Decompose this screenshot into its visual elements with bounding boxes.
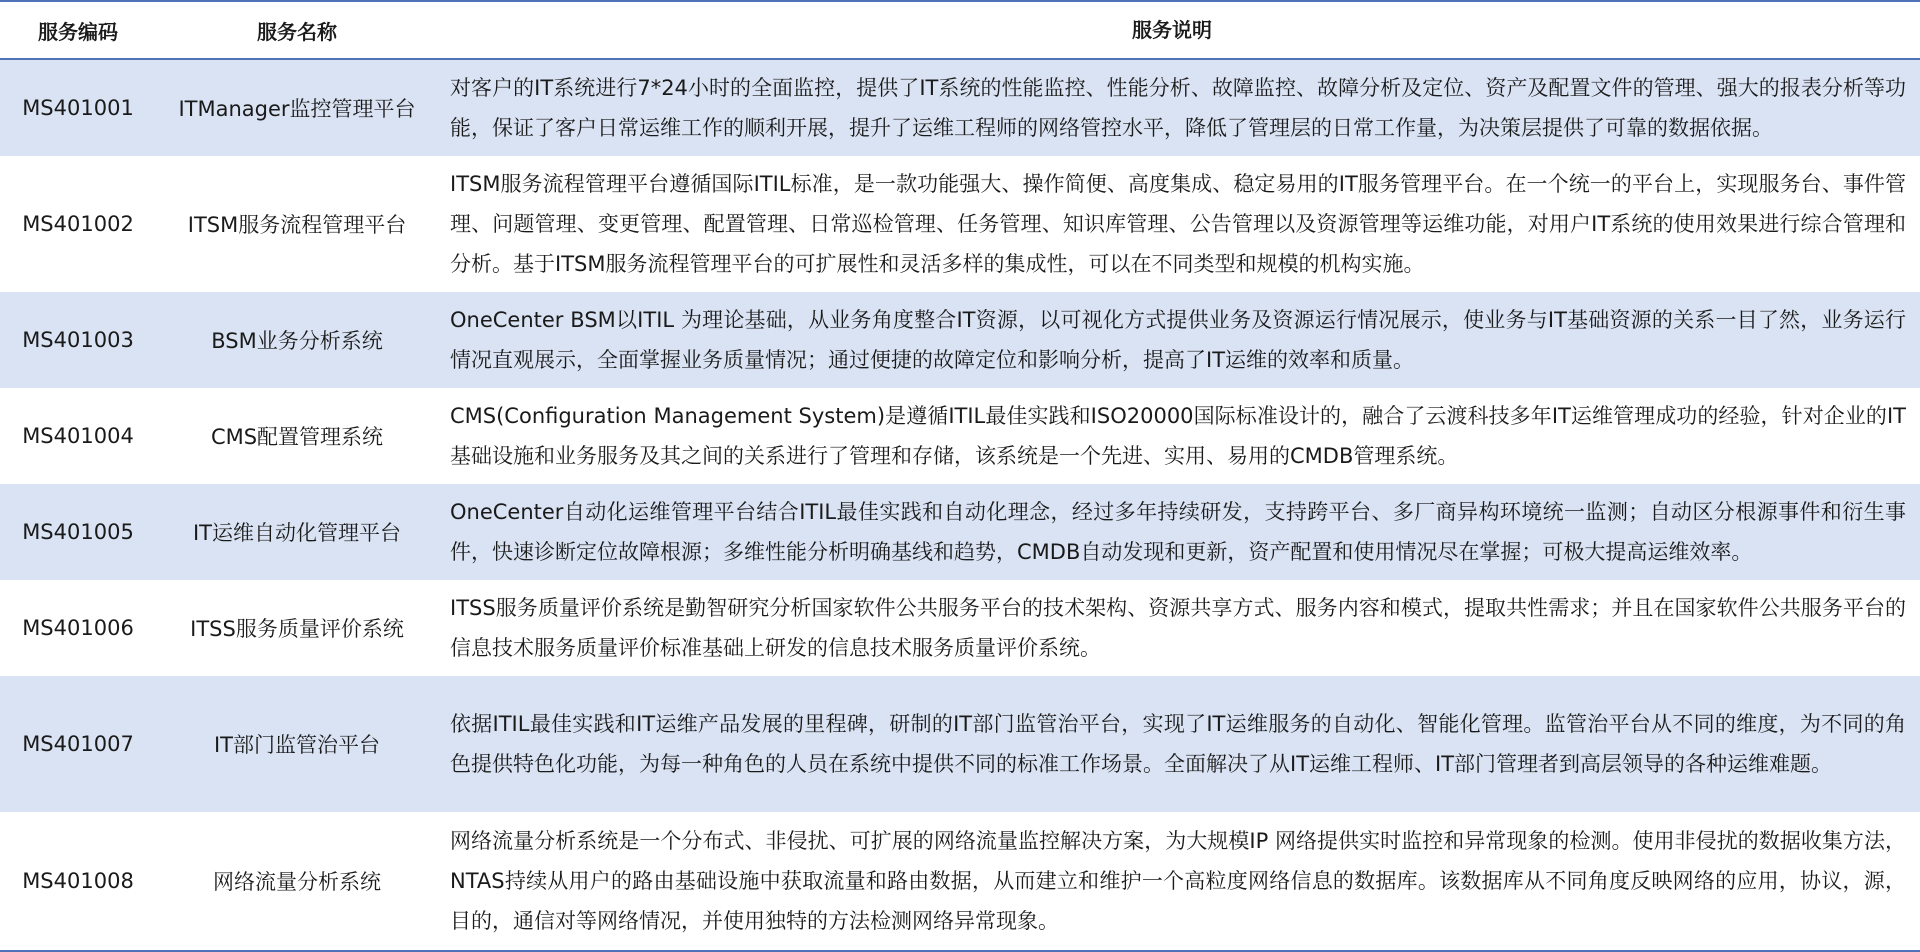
table-row xyxy=(0,484,1920,580)
header-service-code: 服务编码 xyxy=(38,19,118,44)
service-description: ITSS服务质量评价系统是勤智研究分析国家软件公共服务平台的技术架构、资源共享方式、服务内容和模式，提取共性需求；并且在国家软件公共服务平台的信息技术服务质量评价标准基础上研发的信息技术服务质量评价系统。 xyxy=(450,596,1906,660)
table-header-row xyxy=(0,2,1920,60)
service-name: 网络流量分析系统 xyxy=(213,870,381,894)
service-code: MS401003 xyxy=(22,328,134,352)
service-description: 对客户的IT系统进行7*24小时的全面监控，提供了IT系统的性能监控、性能分析、故障监控、故障分析及定位、资产及配置文件的管理、强大的报表分析等功能，保证了客户日常运维工作的顺利开展，提升了运维工程师的网络管控水平，降低了管理层的日常工作量，为决策层提供了可靠的数据依据。 xyxy=(450,76,1906,140)
service-description: 依据ITIL最佳实践和IT运维产品发展的里程碑，研制的IT部门监管治平台，实现了IT运维服务的自动化、智能化管理。监管治平台从不同的维度，为不同的角色提供特色化功能，为每一种角色的人员在系统中提供不同的标准工作场景。全面解决了从IT运维工程师、IT部门管理者到高层领导的各种运维难题。 xyxy=(450,712,1906,776)
service-description: OneCenter BSM以ITIL 为理论基础，从业务角度整合IT资源，以可视化方式提供业务及资源运行情况展示，使业务与IT基础资源的关系一目了然，业务运行情况直观展示，全面掌握业务质量情况；通过便捷的故障定位和影响分析，提高了IT运维的效率和质量。 xyxy=(450,308,1906,372)
table-row xyxy=(0,676,1920,812)
service-code: MS401006 xyxy=(22,616,134,640)
service-description: ITSM服务流程管理平台遵循国际ITIL标准，是一款功能强大、操作简便、高度集成、稳定易用的IT服务管理平台。在一个统一的平台上，实现服务台、事件管理、问题管理、变更管理、配置管理、日常巡检管理、任务管理、知识库管理、公告管理以及资源管理等运维功能，对用户IT系统的使用效果进行综合管理和分析。基于ITSM服务流程管理平台的可扩展性和灵活多样的集成性，可以在不同类型和规模的机构实施。 xyxy=(450,172,1906,276)
service-name: ITSM服务流程管理平台 xyxy=(187,213,407,237)
service-code: MS401007 xyxy=(22,732,134,756)
header-service-description: 服务说明 xyxy=(1132,18,1212,42)
service-code: MS401002 xyxy=(22,212,134,236)
service-code: MS401004 xyxy=(22,424,134,448)
service-description: CMS(Configuration Management System)是遵循ITIL最佳实践和ISO20000国际标准设计的，融合了云渡科技多年IT运维管理成功的经验，针对企业的IT基础设施和业务服务及其之间的关系进行了管理和存储，该系统是一个先进、实用、易用的CMDB管理系统。 xyxy=(450,404,1906,468)
service-name: ITSS服务质量评价系统 xyxy=(190,617,404,641)
service-name: CMS配置管理系统 xyxy=(210,425,384,449)
service-code: MS401001 xyxy=(22,96,134,120)
service-name: IT部门监管治平台 xyxy=(213,733,381,757)
header-service-name: 服务名称 xyxy=(257,19,337,44)
service-name: IT运维自动化管理平台 xyxy=(192,521,402,545)
table-row xyxy=(0,812,1920,950)
service-code: MS401005 xyxy=(22,520,134,544)
service-name: BSM业务分析系统 xyxy=(211,329,383,353)
service-code: MS401008 xyxy=(22,869,134,893)
table-row xyxy=(0,156,1920,292)
table-row xyxy=(0,580,1920,676)
service-name: ITManager监控管理平台 xyxy=(178,97,416,121)
service-description: 网络流量分析系统是一个分布式、非侵扰、可扩展的网络流量监控解决方案，为大规模IP 网络提供实时监控和异常现象的检测。使用非侵扰的数据收集方法，NTAS持续从用户的路由基础设施中获取流量和路由数据，从而建立和维护一个高粒度网络信息的数据库。该数据库从不同角度反映网络的应用，协议，源，目的，通信对等网络情况，并使用独特的方法检测网络异常现象。 xyxy=(450,829,1906,933)
table-row xyxy=(0,292,1920,388)
table-row xyxy=(0,388,1920,484)
service-description: OneCenter自动化运维管理平台结合ITIL最佳实践和自动化理念，经过多年持续研发，支持跨平台、多厂商异构环境统一监测；自动区分根源事件和衍生事件，快速诊断定位故障根源；多维性能分析明确基线和趋势，CMDB自动发现和更新，资产配置和使用情况尽在掌握；可极大提高运维效率。 xyxy=(450,500,1906,564)
table-row xyxy=(0,60,1920,156)
